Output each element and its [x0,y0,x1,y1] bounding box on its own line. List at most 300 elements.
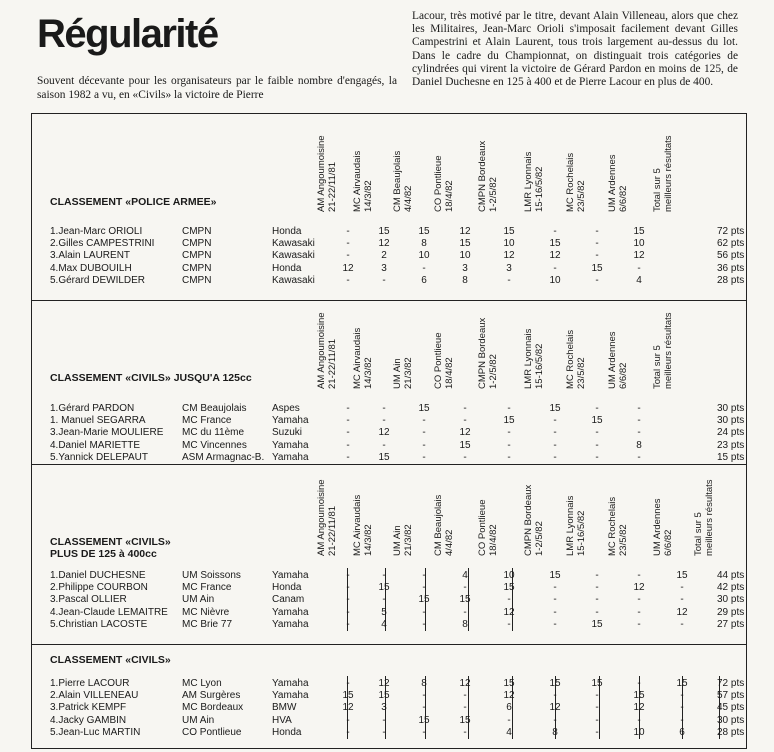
score-cell: 15 [591,678,603,689]
column-header: MC Airvaudais 14/3/82 [352,327,374,389]
total-points: 44 pts [717,570,745,581]
rider-bike: Aspes [272,403,300,414]
table-row [32,440,746,452]
rider-club: ASM Armagnac-B. [182,451,265,463]
rider-name: 2.Philippe COURBON [50,582,148,594]
score-cell: - [595,451,599,463]
rider-club: CMPN [182,274,212,286]
score-cell: - [346,238,350,250]
score-cell: - [346,618,350,630]
score-cell: - [637,606,641,618]
score-cell: - [346,594,350,606]
rider-name: 4.Max DUBOUILH [50,262,132,274]
rider-club: AM Surgères [182,690,241,702]
score-cell: 8 [552,726,558,738]
column-header: MC Rochelais 23/5/82 [565,152,587,212]
score-cell: - [553,415,557,427]
score-cell: - [595,582,599,594]
score-cell: - [553,714,557,726]
score-cell: 12 [459,427,471,439]
rider-bike: Kawasaki [272,274,315,286]
rider-name: 3.Patrick KEMPF [50,702,127,714]
article-title: Régularité [37,12,218,56]
score-cell: 15 [633,690,645,702]
score-cell: - [382,714,386,726]
score-cell: - [463,702,467,714]
score-cell: - [637,451,641,463]
score-cell: - [637,570,641,581]
score-cell: 3 [506,262,512,274]
score-cell: - [595,250,599,262]
score-cell: 15 [378,582,390,594]
score-cell: 6 [679,726,685,738]
total-points: 62 pts [717,238,745,250]
score-cell: - [463,606,467,618]
score-cell: - [463,415,467,427]
total-points: 27 pts [717,618,745,630]
score-cell: - [595,690,599,702]
score-cell: - [382,415,386,427]
score-cell: - [595,238,599,250]
rider-name: 5.Jean-Luc MARTIN [50,726,141,738]
total-points: 42 pts [717,582,745,594]
score-cell: - [422,415,426,427]
score-cell: 10 [549,274,561,286]
score-cell: 15 [378,690,390,702]
score-cell: 15 [459,594,471,606]
score-cell: 15 [676,678,688,689]
standings-table [31,113,747,749]
total-points: 72 pts [717,678,745,689]
rider-club: CO Pontlieue [182,726,242,738]
score-cell: 15 [503,678,515,689]
rider-name: 4.Jacky GAMBIN [50,714,127,726]
score-cell: 15 [676,570,688,581]
total-points: 24 pts [717,427,745,439]
score-cell: 4 [506,726,512,738]
score-cell: - [422,618,426,630]
score-cell: 15 [633,226,645,237]
score-cell: - [346,606,350,618]
total-points: 30 pts [717,403,745,414]
score-cell: - [507,403,511,414]
score-cell: - [422,439,426,451]
score-cell: 3 [462,262,468,274]
score-cell: 3 [381,702,387,714]
rider-bike: Kawasaki [272,238,315,250]
rider-name: 1. Manuel SEGARRA [50,415,146,427]
column-header: CMPN Bordeaux 1-2/5/82 [477,317,499,389]
score-cell: - [463,582,467,594]
score-cell: 3 [381,262,387,274]
column-header: CMPN Bordeaux 1-2/5/82 [477,140,499,212]
table-row [32,427,746,439]
score-cell: 4 [636,274,642,286]
score-cell: 12 [459,678,471,689]
score-cell: - [422,702,426,714]
table-row [32,403,746,415]
rider-bike: Honda [272,262,302,274]
score-cell: - [595,226,599,237]
column-header: Total sur 5 meilleurs résultats [652,312,674,389]
article-intro: Souvent décevante pour les organisateurs par le faible nombre d'engagés, la saison 1982 a vu, en «Civils» la victoire de Pierre [37,75,397,101]
table-row [32,452,746,464]
score-cell: 15 [418,594,430,606]
column-header: UM Ardennes 6/6/82 [652,498,674,556]
score-cell: - [507,451,511,463]
column-header: CO Pontlieue 18/4/82 [477,499,499,556]
score-cell: - [553,427,557,439]
score-cell: - [595,726,599,738]
score-cell: - [553,439,557,451]
rider-club: CMPN [182,226,212,237]
section-divider [32,644,746,645]
table-row [32,678,746,690]
score-cell: - [346,714,350,726]
score-cell: - [553,606,557,618]
score-cell: - [382,274,386,286]
score-cell: 10 [503,238,515,250]
score-cell: 15 [591,415,603,427]
score-cell: - [346,570,350,581]
total-points: 45 pts [717,702,745,714]
score-cell: - [346,250,350,262]
score-cell: - [422,582,426,594]
score-cell: - [422,690,426,702]
score-cell: 12 [549,702,561,714]
score-cell: - [463,726,467,738]
score-cell: 15 [549,238,561,250]
score-cell: 10 [503,570,515,581]
rider-bike: HVA [272,714,292,726]
rider-bike: BMW [272,702,297,714]
score-cell: - [346,582,350,594]
score-cell: 15 [591,618,603,630]
score-cell: - [680,702,684,714]
table-row [32,250,746,262]
score-cell: 12 [633,582,645,594]
score-cell: - [680,690,684,702]
rider-name: 5.Yannick DELEPAUT [50,451,149,463]
column-header: AM Angoumoisine 21-22/11/81 [316,479,338,556]
rider-club: MC du 11ème [182,427,245,439]
rider-club: CMPN [182,238,212,250]
total-points: 28 pts [717,726,745,738]
score-cell: - [637,427,641,439]
rider-bike: Honda [272,582,302,594]
total-points: 15 pts [717,451,745,463]
score-cell: 15 [591,262,603,274]
column-header: CO Pontlieue 18/4/82 [433,332,455,389]
score-cell: - [382,570,386,581]
column-header: LMR Lyonnais 15-16/5/82 [565,495,587,556]
column-header: LMR Lyonnais 15-16/5/82 [523,328,545,389]
rider-bike: Yamaha [272,451,309,463]
score-cell: - [463,451,467,463]
rider-bike: Yamaha [272,606,309,618]
score-cell: - [595,439,599,451]
score-cell: - [346,427,350,439]
score-cell: 15 [342,690,354,702]
score-cell: - [346,226,350,237]
rider-bike: Yamaha [272,618,309,630]
score-cell: - [422,427,426,439]
table-row [32,607,746,619]
score-cell: 15 [418,403,430,414]
rider-name: 2.Gilles CAMPESTRINI [50,238,155,250]
score-cell: 15 [459,238,471,250]
score-cell: - [346,451,350,463]
score-cell: 12 [503,690,515,702]
score-cell: - [507,714,511,726]
score-cell: - [553,690,557,702]
rider-club: MC Vincennes [182,439,247,451]
total-points: 30 pts [717,415,745,427]
score-cell: 8 [421,238,427,250]
score-cell: 12 [549,250,561,262]
column-header: MC Rochelais 23/5/82 [607,496,629,556]
table-row [32,275,746,287]
score-cell: - [422,451,426,463]
rider-name: 3.Pascal OLLIER [50,594,127,606]
score-cell: 12 [503,606,515,618]
total-points: 23 pts [717,439,745,451]
column-header: CO Pontlieue 18/4/82 [433,155,455,212]
rider-bike: Honda [272,726,302,738]
column-header: CM Beaujolais 4/4/82 [433,494,455,556]
rider-name: 1.Pierre LACOUR [50,678,130,689]
score-cell: 15 [418,714,430,726]
score-cell: - [346,415,350,427]
score-cell: - [463,403,467,414]
score-cell: - [595,427,599,439]
rider-club: MC France [182,582,232,594]
rider-club: UM Soissons [182,570,241,581]
table-row [32,263,746,275]
score-cell: 4 [462,570,468,581]
rider-bike: Suzuki [272,427,303,439]
column-header: MC Rochelais 23/5/82 [565,329,587,389]
rider-name: 5.Gérard DEWILDER [50,274,146,286]
score-cell: - [595,570,599,581]
score-cell: 2 [381,250,387,262]
score-cell: 12 [633,250,645,262]
column-header: Total sur 5 meilleurs résultats [652,135,674,212]
score-cell: 10 [459,250,471,262]
score-cell: - [595,274,599,286]
score-cell: - [595,702,599,714]
rider-club: MC Nièvre [182,606,230,618]
column-header: LMR Lyonnais 15-16/5/82 [523,151,545,212]
score-cell: - [382,439,386,451]
total-points: 30 pts [717,714,745,726]
score-cell: - [422,606,426,618]
score-cell: - [507,439,511,451]
column-header: UM Ain 21/3/82 [392,524,414,556]
score-cell: - [553,594,557,606]
rider-club: MC Brie 77 [182,618,233,630]
section-title: CLASSEMENT «CIVILS» PLUS DE 125 à 400cc [50,536,171,560]
score-cell: - [637,678,641,689]
rider-club: MC Lyon [182,678,222,689]
score-cell: 12 [378,427,390,439]
score-cell: 15 [503,415,515,427]
total-points: 30 pts [717,594,745,606]
score-cell: - [507,594,511,606]
table-row [32,238,746,250]
rider-name: 3.Alain LAURENT [50,250,131,262]
rider-bike: Yamaha [272,415,309,427]
article-continuation: Lacour, très motivé par le titre, devant Alain Villeneau, alors que chez les Militaires, Jean-Marc Orioli s'imposait facilement devant Gilles Campestrini et Alain Laurent, tous trois largement au-dessus du lot. Dans le cadre du Championnat, on distinguait trois catégories de cylindrées qui virent la victoire de Gérard Pardon en moins de 125, de Daniel Duchesne en 125 à 400 et de Pierre Lacour en plus de 400. [412,10,738,89]
rider-name: 1.Jean-Marc ORIOLI [50,226,143,237]
rider-club: UM Ain [182,594,215,606]
total-points: 57 pts [717,690,745,702]
score-cell: - [595,594,599,606]
table-row [32,582,746,594]
table-row [32,226,746,238]
score-cell: 15 [549,403,561,414]
rider-club: CMPN [182,262,212,274]
score-cell: - [553,618,557,630]
section-divider [32,300,746,301]
score-cell: - [382,726,386,738]
rider-name: 1.Daniel DUCHESNE [50,570,146,581]
score-cell: 12 [342,262,354,274]
section-title: CLASSEMENT «CIVILS» JUSQU'A 125cc [50,372,252,384]
table-row [32,690,746,702]
column-header: AM Angoumoisine 21-22/11/81 [316,135,338,212]
score-cell: - [422,262,426,274]
column-header: MC Airvaudais 14/3/82 [352,494,374,556]
score-cell: - [382,403,386,414]
score-cell: - [637,262,641,274]
score-cell: - [637,403,641,414]
score-cell: - [422,570,426,581]
score-cell: 15 [459,439,471,451]
score-cell: - [553,262,557,274]
table-row [32,619,746,631]
column-header: CMPN Bordeaux 1-2/5/82 [523,484,545,556]
column-header: UM Ardennes 6/6/82 [607,154,629,212]
rider-bike: Yamaha [272,690,309,702]
score-cell: 15 [459,714,471,726]
score-cell: - [346,403,350,414]
score-cell: 12 [378,678,390,689]
score-cell: 12 [342,702,354,714]
table-row [32,594,746,606]
score-cell: 15 [378,451,390,463]
total-points: 72 pts [717,226,745,237]
score-cell: 6 [421,274,427,286]
rider-name: 4.Jean-Claude LEMAITRE [50,606,168,618]
section-title: CLASSEMENT «CIVILS» [50,654,171,666]
score-cell: - [637,415,641,427]
score-cell: - [463,690,467,702]
score-cell: 12 [676,606,688,618]
table-row [32,702,746,714]
score-cell: 8 [636,439,642,451]
score-cell: - [595,606,599,618]
score-cell: 8 [462,274,468,286]
total-points: 28 pts [717,274,745,286]
score-cell: 10 [633,238,645,250]
score-cell: - [595,714,599,726]
rider-club: MC Bordeaux [182,702,244,714]
score-cell: - [553,582,557,594]
column-header: AM Angoumoisine 21-22/11/81 [316,312,338,389]
score-cell: - [637,594,641,606]
column-header: Total sur 5 meilleurs résultats [693,479,715,556]
rider-bike: Honda [272,226,302,237]
score-cell: - [680,594,684,606]
score-cell: 5 [381,606,387,618]
score-cell: - [680,582,684,594]
score-cell: - [346,678,350,689]
rider-name: 1.Gérard PARDON [50,403,135,414]
table-row [32,415,746,427]
table-row [32,715,746,727]
score-cell: - [507,274,511,286]
total-points: 56 pts [717,250,745,262]
score-cell: 8 [462,618,468,630]
section-divider [32,464,746,465]
rider-name: 2.Alain VILLENEAU [50,690,139,702]
score-cell: 15 [503,582,515,594]
score-cell: 10 [418,250,430,262]
score-cell: - [553,226,557,237]
score-cell: 15 [549,678,561,689]
score-cell: 15 [549,570,561,581]
score-cell: 12 [459,226,471,237]
column-header: UM Ain 21/3/82 [392,357,414,389]
score-cell: - [507,618,511,630]
score-cell: - [422,726,426,738]
score-cell: - [595,403,599,414]
table-row [32,570,746,582]
score-cell: - [637,714,641,726]
rider-bike: Canam [272,594,305,606]
table-row [32,727,746,739]
score-cell: 15 [503,226,515,237]
rider-bike: Yamaha [272,678,309,689]
rider-bike: Yamaha [272,570,309,581]
rider-club: UM Ain [182,714,215,726]
score-cell: 12 [503,250,515,262]
rider-club: CM Beaujolais [182,403,247,414]
score-cell: 12 [633,702,645,714]
score-cell: - [553,451,557,463]
column-header: UM Ardennes 6/6/82 [607,331,629,389]
score-cell: - [507,427,511,439]
score-cell: - [382,594,386,606]
score-cell: 4 [381,618,387,630]
rider-club: MC France [182,415,232,427]
total-points: 29 pts [717,606,745,618]
score-cell: 6 [506,702,512,714]
column-header: MC Airvaudais 14/3/82 [352,150,374,212]
rider-club: CMPN [182,250,212,262]
score-cell: - [346,274,350,286]
score-cell: - [346,439,350,451]
rider-name: 4.Daniel MARIETTE [50,439,141,451]
score-cell: 10 [633,726,645,738]
score-cell: - [346,726,350,738]
score-cell: 15 [418,226,430,237]
score-cell: 15 [378,226,390,237]
score-cell: 8 [421,678,427,689]
column-header: CM Beaujolais 4/4/82 [392,150,414,212]
score-cell: 12 [378,238,390,250]
